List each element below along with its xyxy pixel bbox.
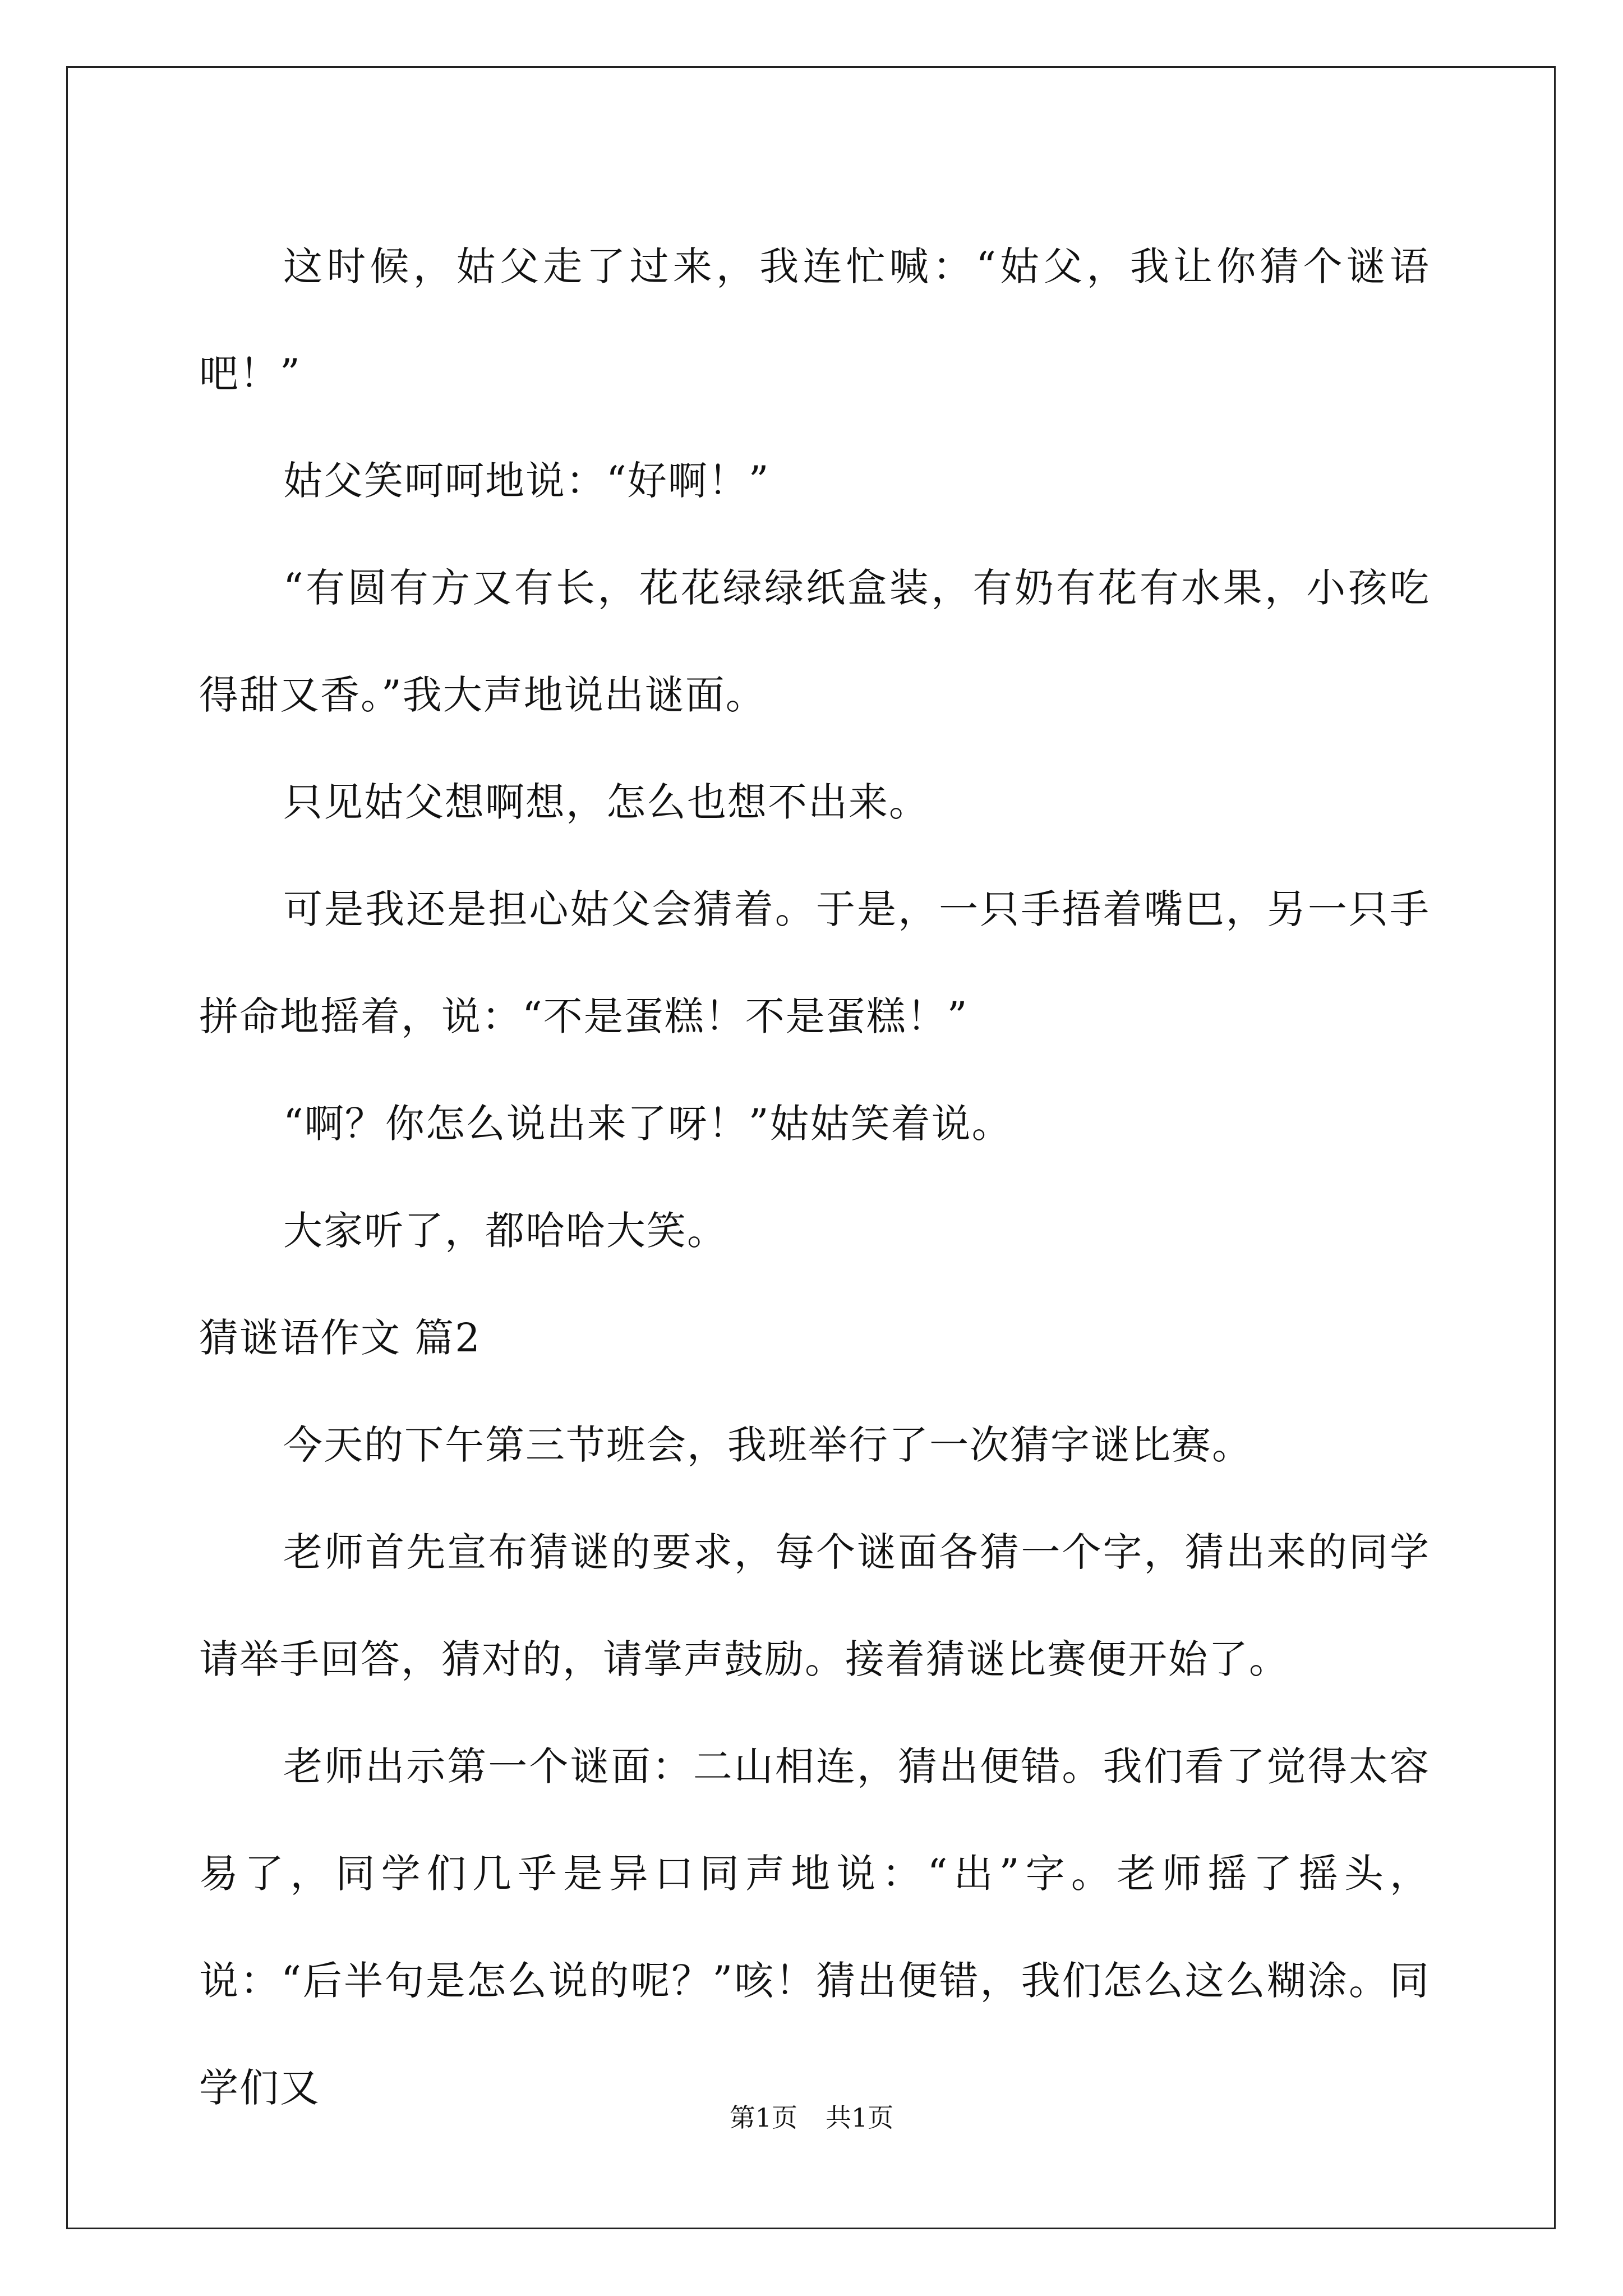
page-number: 第1页 bbox=[729, 2102, 797, 2133]
document-body bbox=[199, 213, 1430, 2142]
page-footer bbox=[0, 2101, 1623, 2134]
section-heading: 猜谜语作文 篇2 bbox=[199, 1315, 481, 1361]
paragraph-3: “有圆有方又有长，花花绿绿纸盒装，有奶有花有水果，小孩吃得甜又香。”我大声地说出谜面。 bbox=[199, 565, 1430, 718]
paragraph-9: 老师首先宣布猜谜的要求，每个谜面各猜一个字，猜出来的同学请举手回答，猜对的，请掌声鼓励。接着猜谜比赛便开始了。 bbox=[199, 1529, 1430, 1682]
paragraph-6: “啊？你怎么说出来了呀！”姑姑笑着说。 bbox=[283, 1101, 1012, 1147]
paragraph-2: 姑父笑呵呵地说：“好啊！” bbox=[283, 458, 770, 504]
paragraph-10: 老师出示第一个谜面：二山相连，猜出便错。我们看了觉得太容易了，同学们几乎是异口同声地说：“出”字。老师摇了摇头，说：“后半句是怎么说的呢？”咳！猜出便错，我们怎么这么糊涂。同学们又 bbox=[199, 1743, 1430, 2111]
page-total: 共1页 bbox=[826, 2102, 894, 2133]
paragraph-1: 这时候，姑父走了过来，我连忙喊：“姑父，我让你猜个谜语吧！” bbox=[199, 243, 1430, 397]
paragraph-5: 可是我还是担心姑父会猜着。于是，一只手捂着嘴巴，另一只手拼命地摇着，说：“不是蛋糕！不是蛋糕！” bbox=[199, 886, 1430, 1039]
paragraph-7: 大家听了，都哈哈大笑。 bbox=[283, 1208, 727, 1254]
paragraph-8: 今天的下午第三节班会，我班举行了一次猜字谜比赛。 bbox=[283, 1422, 1252, 1468]
paragraph-4: 只见姑父想啊想，怎么也想不出来。 bbox=[283, 779, 929, 825]
